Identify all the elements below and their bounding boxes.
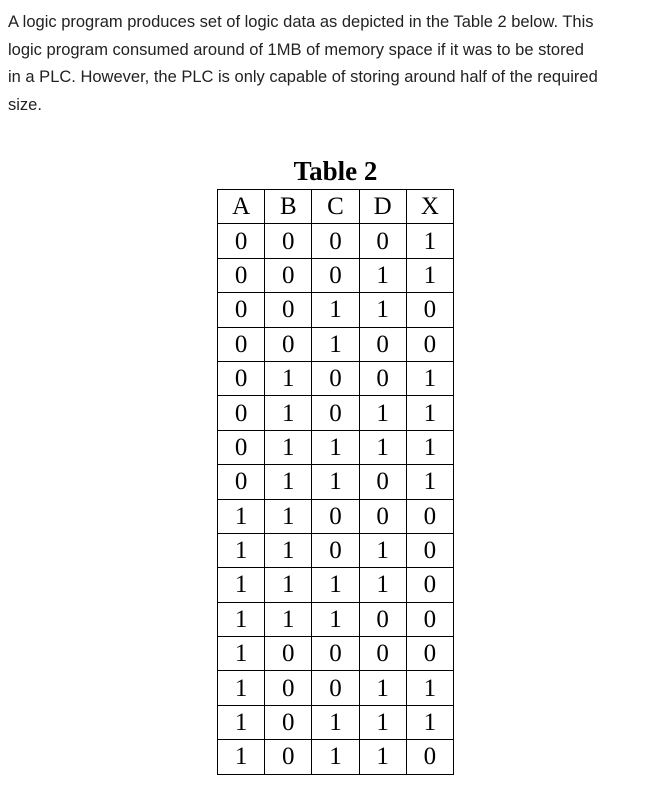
table-cell: 0 bbox=[265, 293, 312, 327]
table-cell: 0 bbox=[265, 224, 312, 258]
column-header-c: C bbox=[312, 190, 359, 224]
table-cell: 1 bbox=[406, 705, 453, 739]
table-cell: 1 bbox=[359, 430, 406, 464]
table-cell: 0 bbox=[312, 533, 359, 567]
table-row bbox=[218, 258, 454, 292]
table-cell: 1 bbox=[265, 533, 312, 567]
table-cell: 0 bbox=[359, 327, 406, 361]
table-cell: 1 bbox=[406, 224, 453, 258]
truth-table-figure bbox=[217, 153, 454, 775]
table-cell: 0 bbox=[312, 224, 359, 258]
table-cell: 1 bbox=[312, 327, 359, 361]
table-cell: 1 bbox=[218, 740, 265, 774]
table-title: Table 2 bbox=[293, 156, 378, 186]
table-cell: 1 bbox=[406, 430, 453, 464]
table-cell: 0 bbox=[406, 293, 453, 327]
paragraph-line: in a PLC. However, the PLC is only capable of storing around half of the required bbox=[8, 68, 598, 86]
table-cell: 0 bbox=[218, 361, 265, 395]
table-row bbox=[218, 533, 454, 567]
table-cell: 0 bbox=[406, 533, 453, 567]
truth-table bbox=[217, 189, 454, 775]
table-cell: 1 bbox=[265, 568, 312, 602]
table-cell: 0 bbox=[312, 396, 359, 430]
table-row bbox=[218, 637, 454, 671]
table-cell: 1 bbox=[406, 465, 453, 499]
table-cell: 1 bbox=[265, 430, 312, 464]
table-cell: 1 bbox=[312, 602, 359, 636]
table-row bbox=[218, 465, 454, 499]
table-cell: 1 bbox=[218, 705, 265, 739]
table-cell: 0 bbox=[218, 430, 265, 464]
table-cell: 0 bbox=[218, 258, 265, 292]
table-cell: 0 bbox=[359, 602, 406, 636]
table-cell: 1 bbox=[406, 258, 453, 292]
column-header-b: B bbox=[265, 190, 312, 224]
table-cell: 0 bbox=[312, 258, 359, 292]
table-body bbox=[218, 224, 454, 774]
question-paragraph bbox=[8, 9, 658, 119]
table-cell: 1 bbox=[312, 568, 359, 602]
table-cell: 0 bbox=[218, 224, 265, 258]
table-row bbox=[218, 671, 454, 705]
table-cell: 1 bbox=[312, 430, 359, 464]
table-cell: 1 bbox=[265, 602, 312, 636]
table-cell: 1 bbox=[218, 499, 265, 533]
table-cell: 1 bbox=[218, 568, 265, 602]
table-cell: 0 bbox=[218, 396, 265, 430]
table-cell: 0 bbox=[312, 637, 359, 671]
table-cell: 0 bbox=[218, 327, 265, 361]
table-cell: 0 bbox=[359, 361, 406, 395]
table-row bbox=[218, 327, 454, 361]
table-row bbox=[218, 293, 454, 327]
table-cell: 0 bbox=[218, 293, 265, 327]
table-cell: 1 bbox=[359, 671, 406, 705]
table-cell: 0 bbox=[406, 568, 453, 602]
table-cell: 1 bbox=[312, 293, 359, 327]
table-cell: 0 bbox=[312, 671, 359, 705]
table-cell: 0 bbox=[406, 602, 453, 636]
table-row bbox=[218, 396, 454, 430]
column-header-d: D bbox=[359, 190, 406, 224]
column-header-x: X bbox=[406, 190, 453, 224]
table-row bbox=[218, 361, 454, 395]
table-cell: 0 bbox=[265, 740, 312, 774]
table-cell: 1 bbox=[359, 258, 406, 292]
table-cell: 1 bbox=[359, 396, 406, 430]
table-row bbox=[218, 705, 454, 739]
table-cell: 1 bbox=[265, 361, 312, 395]
table-cell: 0 bbox=[265, 637, 312, 671]
table-cell: 1 bbox=[218, 533, 265, 567]
table-cell: 0 bbox=[406, 637, 453, 671]
column-header-a: A bbox=[218, 190, 265, 224]
table-cell: 1 bbox=[312, 705, 359, 739]
table-cell: 1 bbox=[406, 671, 453, 705]
table-cell: 0 bbox=[265, 327, 312, 361]
table-cell: 1 bbox=[406, 396, 453, 430]
table-cell: 0 bbox=[359, 637, 406, 671]
table-header-row bbox=[218, 190, 454, 224]
table-cell: 0 bbox=[359, 465, 406, 499]
table-row bbox=[218, 602, 454, 636]
paragraph-line: logic program consumed around of 1MB of memory space if it was to be stored bbox=[8, 40, 584, 59]
table-cell: 0 bbox=[359, 224, 406, 258]
table-cell: 1 bbox=[359, 740, 406, 774]
table-cell: 0 bbox=[265, 258, 312, 292]
table-cell: 1 bbox=[359, 533, 406, 567]
table-cell: 1 bbox=[218, 602, 265, 636]
table-cell: 1 bbox=[218, 637, 265, 671]
table-cell: 1 bbox=[265, 499, 312, 533]
table-cell: 0 bbox=[359, 499, 406, 533]
table-cell: 0 bbox=[312, 499, 359, 533]
table-row bbox=[218, 224, 454, 258]
table-cell: 1 bbox=[406, 361, 453, 395]
table-cell: 0 bbox=[406, 327, 453, 361]
table-cell: 1 bbox=[359, 568, 406, 602]
table-row bbox=[218, 499, 454, 533]
table-cell: 1 bbox=[218, 671, 265, 705]
table-row bbox=[218, 430, 454, 464]
table-cell: 1 bbox=[265, 396, 312, 430]
table-cell: 1 bbox=[359, 705, 406, 739]
table-cell: 0 bbox=[218, 465, 265, 499]
table-cell: 0 bbox=[406, 499, 453, 533]
table-cell: 0 bbox=[265, 671, 312, 705]
table-cell: 1 bbox=[265, 465, 312, 499]
table-cell: 1 bbox=[312, 740, 359, 774]
table-cell: 0 bbox=[265, 705, 312, 739]
table-cell: 1 bbox=[359, 293, 406, 327]
paragraph-line: size. bbox=[8, 95, 42, 114]
table-row bbox=[218, 568, 454, 602]
table-row bbox=[218, 740, 454, 774]
paragraph-line: A logic program produces set of logic data as depicted in the Table 2 below. This bbox=[8, 13, 594, 31]
table-cell: 0 bbox=[406, 740, 453, 774]
table-cell: 1 bbox=[312, 465, 359, 499]
table-cell: 0 bbox=[312, 361, 359, 395]
